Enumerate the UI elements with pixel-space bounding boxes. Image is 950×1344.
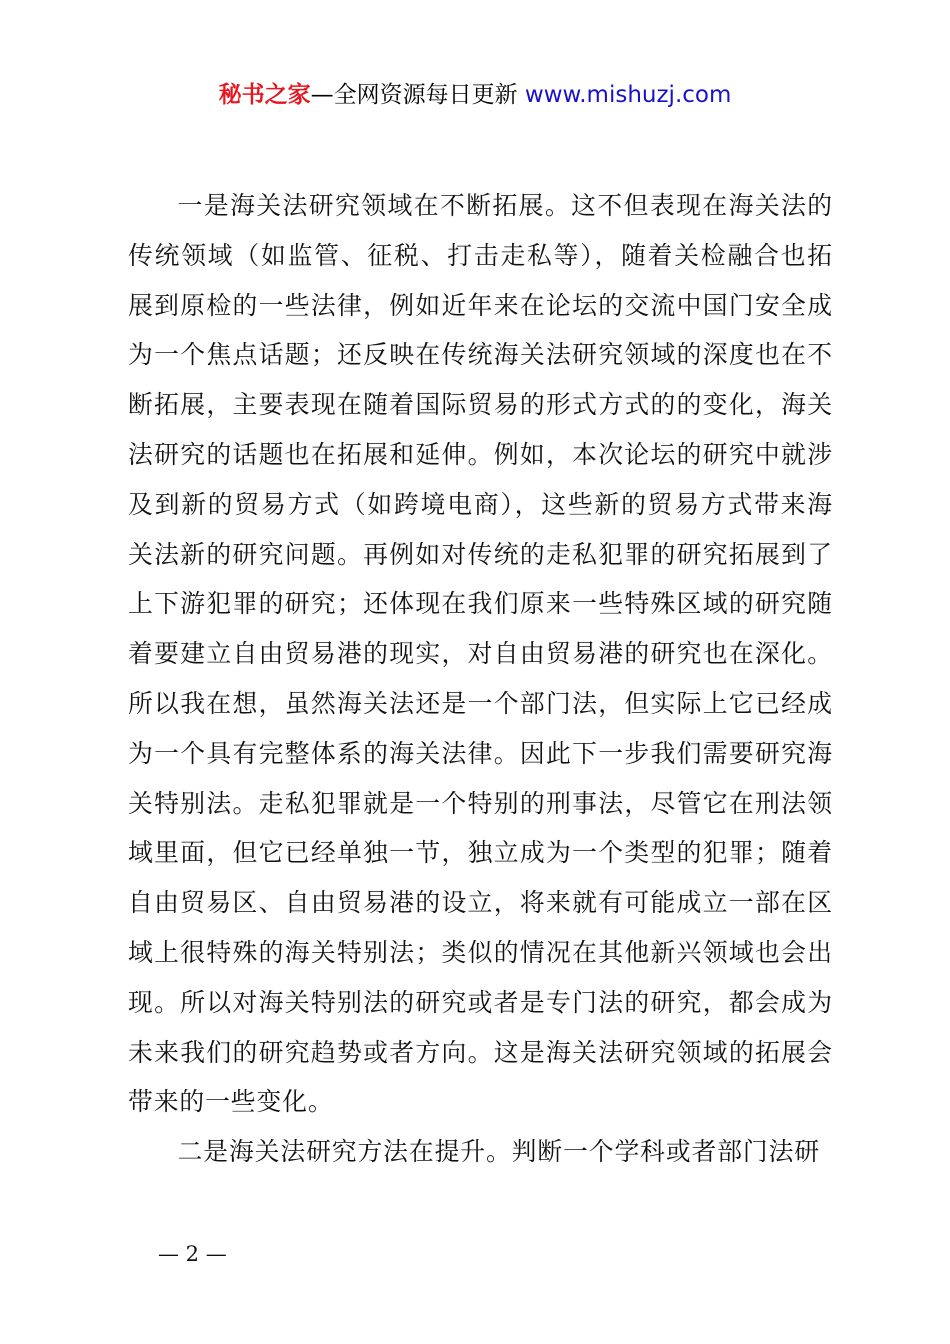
- paragraph-1: 一是海关法研究领域在不断拓展。这不但表现在海关法的传统领域（如监管、征税、打击走私等），随着关检融合也拓展到原检的一些法律，例如近年来在论坛的交流中国门安全成为一个焦点话题；还反映在传统海关法研究领域的深度也在不断拓展，主要表现在随着国际贸易的形式方式的的变化，海关法研究的话题也在拓展和延伸。例如，本次论坛的研究中就涉及到新的贸易方式（如跨境电商），这些新的贸易方式带来海关法新的研究问题。再例如对传统的走私犯罪的研究拓展到了上下游犯罪的研究；还体现在我们原来一些特殊区域的研究随着要建立自由贸易港的现实，对自由贸易港的研究也在深化。所以我在想，虽然海关法还是一个部门法，但实际上它已经成为一个具有完整体系的海关法律。因此下一步我们需要研究海关特别法。走私犯罪就是一个特别的刑事法，尽管它在刑法领域里面，但它已经单独一节，独立成为一个类型的犯罪；随着自由贸易区、自由贸易港的设立，将来就有可能成立一部在区域上很特殊的海关特别法；类似的情况在其他新兴领域也会出现。所以对海关特别法的研究或者是专门法的研究，都会成为未来我们的研究趋势或者方向。这是海关法研究领域的拓展会带来的一些变化。: [128, 191, 833, 1117]
- site-url-link[interactable]: www.mishuzj.com: [524, 82, 732, 108]
- paragraph-2: 二是海关法研究方法在提升。判断一个学科或者部门法研: [177, 1137, 821, 1167]
- page-number: — 2 —: [158, 1242, 227, 1266]
- brand-name: 秘书之家: [218, 82, 311, 108]
- header-tagline: —全网资源每日更新: [310, 82, 518, 108]
- site-header: [0, 78, 950, 112]
- document-body: [128, 181, 833, 1177]
